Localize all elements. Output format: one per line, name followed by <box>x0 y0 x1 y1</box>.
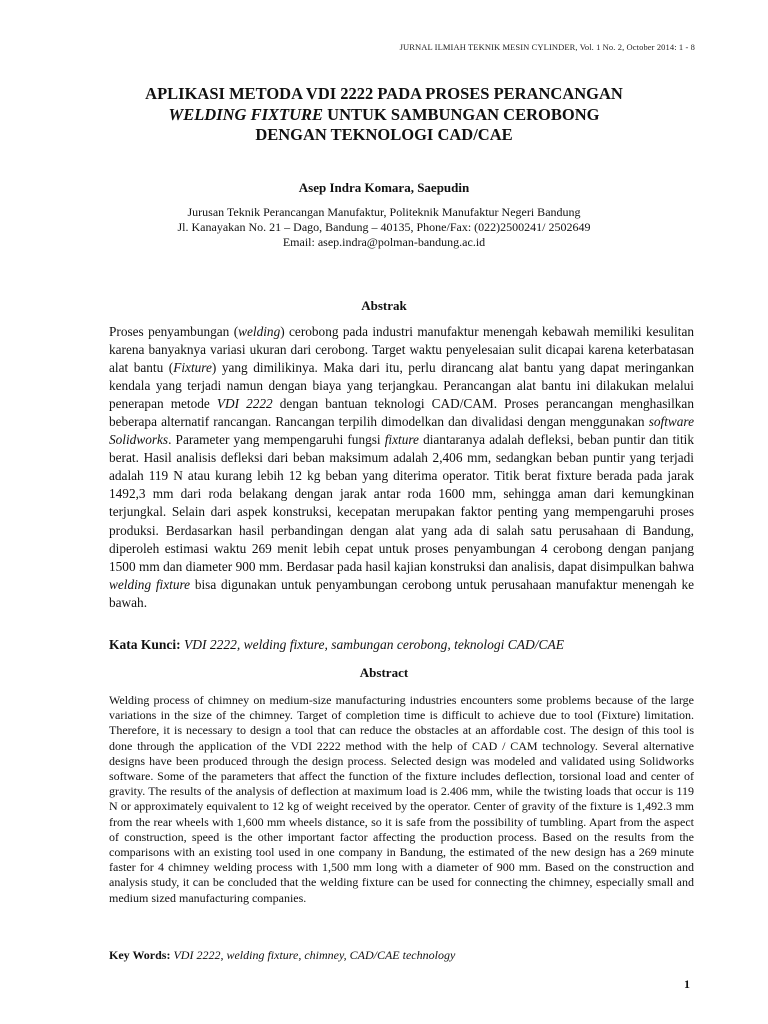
title-line-1: APLIKASI METODA VDI 2222 PADA PROSES PERANCANGAN <box>145 84 623 103</box>
title-line-2 <box>0 105 768 126</box>
abstrak-text-7: dengan bantuan teknologi CAD/CAM. Proses perancangan menghasilkan beberapa alternatif rancangan. Rancangan terpilih dimodelkan dan divalidasi dengan menggunakan <box>109 396 694 430</box>
kata-kunci-value: VDI 2222, welding fixture, sambungan cerobong, teknologi CAD/CAE <box>180 637 564 652</box>
abstrak-heading: Abstrak <box>361 298 407 313</box>
abstrak-italic-welding: welding <box>238 324 281 339</box>
key-words-value: VDI 2222, welding fixture, chimney, CAD/CAE technology <box>170 948 456 962</box>
abstrak-italic-welding-fixture: welding fixture <box>109 576 191 592</box>
abstract-paragraph: Welding process of chimney on medium-size manufacturing industries encounters some problems because of the large variations in the size of the chimney. Target of completion time is difficult to achieve due to tool (Fixture) limitation. Therefore, it is necessary to design a tool that can reduce the obstacles at an affordable cost. The design of this tool is done through the application of the VDI 2222 method with the help of CAD / CAM technology. Several alternative designs have been produced through the design process. Selected design was modeled and validated using Solidworks software. Some of the parameters that affect the function of the fixture includes deflection, torsional load and center of gravity. The results of the analysis of deflection at maximum load is 2.406 mm, while the twisting loads that occur is 119 N or approximately equivalent to 12 kg of weight received by the operator. Center of gravity of the fixture is 1,492.3 mm from the rear wheels with 1,600 mm wheels distance, so it is safe from the possibility of tumbling. Apart from the aspect of construction, speed is the other important factor affecting the production process. Based on the results from the comparisons with an existing tool used in one company in Bandung, the estimated of the new design has a 269 minute faster for 4 chimney welding process with 1,500 mm long with a diameter of 900 mm. Based on the construction and analysis study, it can be concluded that the welding fixture can be used for connecting the chimney, especially small and medium sized manufacturing companies. <box>109 693 694 905</box>
affiliation-institution: Jurusan Teknik Perancangan Manufaktur, Politeknik Manufaktur Negeri Bandung <box>187 205 581 219</box>
paper-title <box>0 84 768 146</box>
abstrak-italic-software: software Solidworks <box>109 414 694 448</box>
abstract-heading: Abstract <box>359 665 409 680</box>
key-words-label: Key Words: <box>109 948 171 962</box>
abstrak-text-13: bisa digunakan untuk penyambungan cerobong untuk perusahaan manufaktur menengah ke bawah. <box>109 576 694 610</box>
kata-kunci-label: Kata Kunci: <box>109 637 181 652</box>
title-line-3: DENGAN TEKNOLOGI CAD/CAE <box>255 125 513 144</box>
author-affiliation <box>0 205 768 250</box>
affiliation-email: Email: asep.indra@polman-bandung.ac.id <box>282 235 486 249</box>
title-line-2-rest: UNTUK SAMBUNGAN CEROBONG <box>323 104 600 124</box>
abstrak-text-3: ) cerobong pada industri manufaktur menengah kebawah memiliki kesulitan karena banyaknya variasi ukuran dari cerobong. Target waktu penyelesaian sulit dicapai karena keterbatasan alat bantu ( <box>109 324 694 376</box>
abstrak-text-9: . Parameter yang mempengaruhi fungsi <box>168 432 385 448</box>
title-italic-term: WELDING FIXTURE <box>168 104 324 124</box>
abstrak-italic-vdi: VDI 2222 <box>216 396 273 412</box>
author-names: Asep Indra Komara, Saepudin <box>298 180 470 195</box>
abstrak-italic-fixture: Fixture <box>173 360 212 376</box>
abstrak-text-11: diantaranya adalah defleksi, beban puntir dan titik berat. Hasil analisis defleksi dari beban maksimum adalah 2,406 mm, sedangkan beban puntir yang terjadi adalah 119 N atau kurang lebih 12 kg beban yang diterima operator. Titik berat fixture berada pada jarak 1492,3 mm dari roda belakang dengan jarak antar roda 1600 mm, sehingga aman dari kemungkinan terjungkal. Selain dari aspek konstruksi, kecepatan merupakan faktor penting yang mempengaruhi proses produksi. Berdasarkan hasil perbandingan dengan alat yang ada di salah satu perusahaan di Bandung, diperoleh estimasi waktu 269 menit lebih cepat untuk proses penyambungan 4 cerobong dengan panjang 1500 mm dan diameter 900 mm. Berdasar pada hasil kajian konstruksi dan analisis, dapat disimpulkan bahwa <box>109 432 694 574</box>
page-number: 1 <box>684 977 690 991</box>
abstrak-text-1: Proses penyambungan ( <box>109 324 239 339</box>
affiliation-address: Jl. Kanayakan No. 21 – Dago, Bandung – 40135, Phone/Fax: (022)2500241/ 2502649 <box>177 220 591 234</box>
key-words <box>109 948 709 963</box>
abstrak-italic-fixture-2: fixture <box>384 432 419 448</box>
abstrak-text-5: ) yang dimilikinya. Maka dari itu, perlu dirancang alat bantu yang dapat meringankan kendala yang terjadi namun dengan biaya yang terjangkau. Perancangan alat bantu ini dilakukan melalui penerapan metode <box>109 360 695 412</box>
abstrak-paragraph <box>109 323 694 612</box>
journal-running-header: JURNAL ILMIAH TEKNIK MESIN CYLINDER, Vol. 1 No. 2, October 2014: 1 - 8 <box>399 42 695 52</box>
kata-kunci <box>109 637 709 653</box>
